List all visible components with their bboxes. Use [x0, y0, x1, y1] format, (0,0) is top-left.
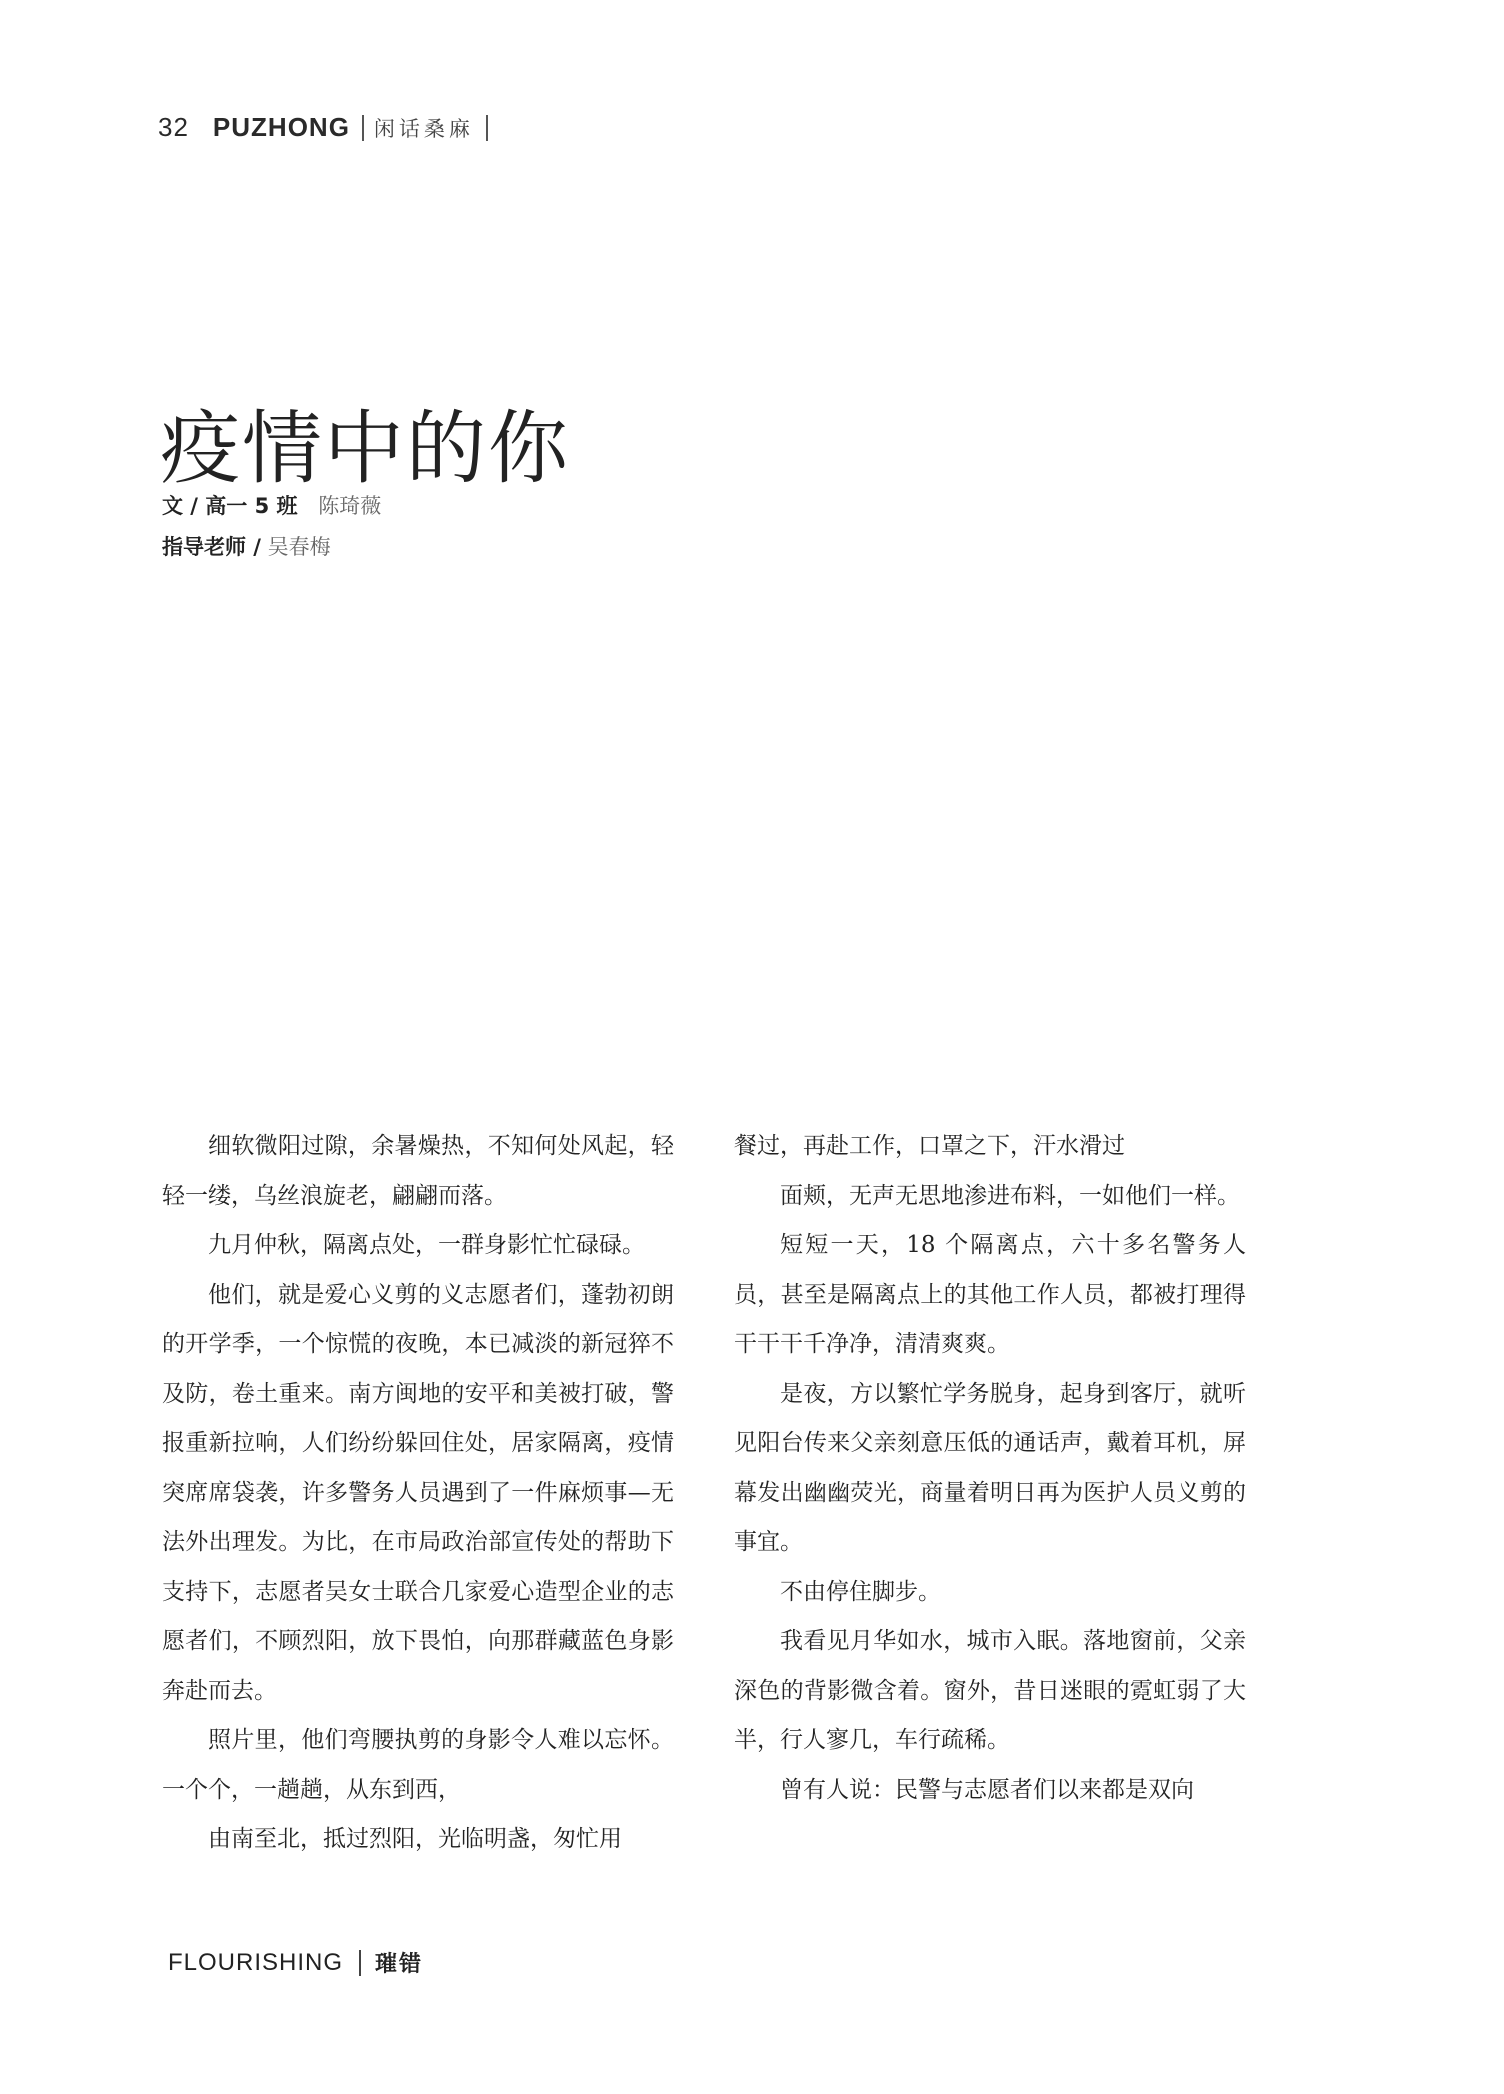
- author-label: 文 / 高一 5 班: [162, 494, 298, 518]
- paragraph: 细软微阳过隙，余暑燥热，不知何处风起，轻轻一缕，乌丝浪旋老，翩翩而落。: [162, 1133, 674, 1209]
- header-divider: [362, 115, 364, 141]
- body-column-left: [162, 1122, 674, 1865]
- running-footer: [168, 1947, 423, 1978]
- paragraph: 是夜，方以繁忙学务脱身，起身到客厅，就听见阳台传来父亲刻意压低的通话声，戴着耳机，屏幕发出幽幽荧光，商量着明日再为医护人员义剪的事宜。: [734, 1380, 1246, 1555]
- paragraph: 我看见月华如水，城市入眠。落地窗前，父亲深色的背影微含着。窗外，昔日迷眼的霓虹弱了大半，行人寥几，车行疏稀。: [734, 1628, 1246, 1753]
- column-name: 闲话桑麻: [373, 116, 474, 141]
- paragraph: 不由停住脚步。: [780, 1578, 941, 1605]
- teacher-name: 吴春梅: [267, 535, 331, 559]
- teacher-label: 指导老师 /: [162, 535, 261, 559]
- footer-section-cn: 璀错: [375, 1952, 424, 1977]
- author-line: [162, 490, 381, 520]
- paragraph: 短短一天，18 个隔离点，六十多名警务人员，甚至是隔离点上的其他工作人员，都被打理得干干干千净净，清清爽爽。: [734, 1232, 1246, 1357]
- teacher-line: [162, 531, 331, 561]
- paragraph: 照片里，他们弯腰执剪的身影令人难以忘怀。一个个，一趟趟，从东到西，: [162, 1727, 674, 1803]
- paragraph: 餐过，再赴工作，口罩之下，汗水滑过: [734, 1133, 1125, 1159]
- magazine-name: PUZHONG: [212, 112, 350, 142]
- paragraph: 曾有人说：民警与志愿者们以来都是双向: [780, 1776, 1194, 1803]
- page-number: 32: [158, 112, 189, 142]
- paragraph: 由南至北，抵过烈阳，光临明盏，匆忙用: [208, 1826, 622, 1852]
- paragraph: 他们，就是爱心义剪的义志愿者们，蓬勃初朗的开学季，一个惊慌的夜晚，本已减淡的新冠猝不及防，卷土重来。南方闽地的安平和美被打破，警报重新拉响，人们纷纷躲回住处，居家隔离，疫情突席席袋袭，许多警务人员遇到了一件麻烦事—无法外出理发。为比，在市局政治部宣传处的帮助下支持下，志愿者吴女士联合几家爱心造型企业的志愿者们，不顾烈阳，放下畏怕，向那群藏蓝色身影奔赴而去。: [162, 1281, 674, 1704]
- footer-section-en: FLOURISHING: [168, 1948, 344, 1976]
- body-column-right: [734, 1122, 1246, 1815]
- author-name: 陈琦薇: [318, 494, 382, 518]
- paragraph: 九月仲秋，隔离点处，一群身影忙忙碌碌。: [208, 1232, 645, 1258]
- paragraph: 面颊，无声无思地渗进布料，一如他们一样。: [780, 1182, 1240, 1209]
- running-header: [158, 112, 498, 143]
- article-title: 疫情中的你: [160, 401, 570, 495]
- header-divider-end: [486, 115, 488, 141]
- footer-divider: [359, 1950, 361, 1976]
